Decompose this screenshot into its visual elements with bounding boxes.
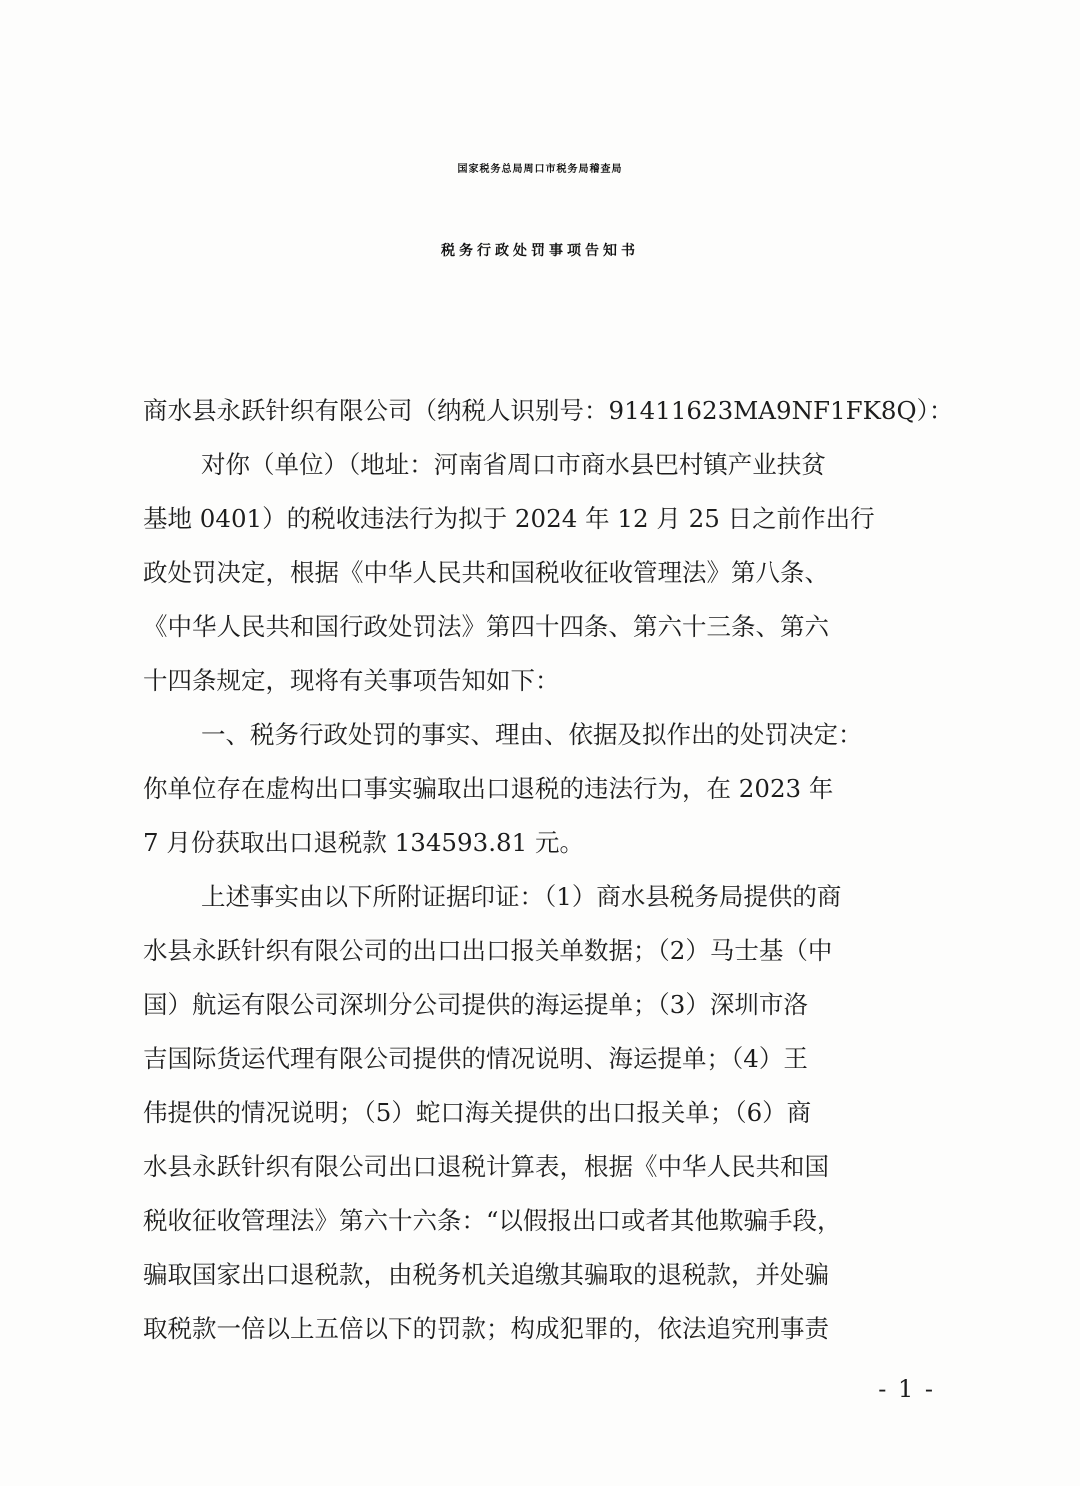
body-line: 骗取国家出口退税款，由税务机关追缴其骗取的退税款，并处骗 — [143, 1260, 829, 1289]
recipient-line: 商水县永跃针织有限公司（纳税人识别号：91411623MA9NF1FK8Q）： — [143, 396, 954, 425]
body-line: 取税款一倍以上五倍以下的罚款；构成犯罪的，依法追究刑事责 — [143, 1314, 829, 1343]
body-line: 对你（单位）（地址：河南省周口市商水县巴村镇产业扶贫 — [201, 450, 826, 479]
issuing-authority-title: 国家税务总局周口市税务局稽查局 — [457, 164, 623, 175]
body-line: 十四条规定，现将有关事项告知如下： — [143, 666, 560, 695]
body-line: 国）航运有限公司深圳分公司提供的海运提单；（3）深圳市洛 — [143, 990, 808, 1019]
body-line: 政处罚决定，根据《中华人民共和国税收征收管理法》第八条、 — [143, 558, 829, 587]
body-line: 你单位存在虚构出口事实骗取出口退税的违法行为，在 2023 年 — [143, 774, 834, 803]
body-line: 伟提供的情况说明；（5）蛇口海关提供的出口报关单；（6）商 — [143, 1098, 812, 1127]
body-line: 水县永跃针织有限公司的出口出口报关单数据；（2）马士基（中 — [143, 936, 833, 965]
body-line: 税收征收管理法》第六十六条：“以假报出口或者其他欺骗手段， — [143, 1206, 842, 1235]
body-line: 吉国际货运代理有限公司提供的情况说明、海运提单；（4）王 — [143, 1044, 808, 1073]
body-line: 7 月份获取出口退税款 134593.81 元。 — [143, 828, 584, 857]
body-line: 《中华人民共和国行政处罚法》第四十四条、第六十三条、第六 — [143, 612, 829, 641]
page-number: - 1 - — [878, 1375, 935, 1403]
body-line: 上述事实由以下所附证据印证：（1）商水县税务局提供的商 — [201, 882, 842, 911]
body-line: 基地 0401）的税收违法行为拟于 2024 年 12 月 25 日之前作出行 — [143, 504, 875, 533]
section-heading-1: 一、税务行政处罚的事实、理由、依据及拟作出的处罚决定： — [201, 720, 863, 749]
body-line: 水县永跃针织有限公司出口退税计算表，根据《中华人民共和国 — [143, 1152, 829, 1181]
document-title: 税务行政处罚事项告知书 — [441, 243, 639, 259]
